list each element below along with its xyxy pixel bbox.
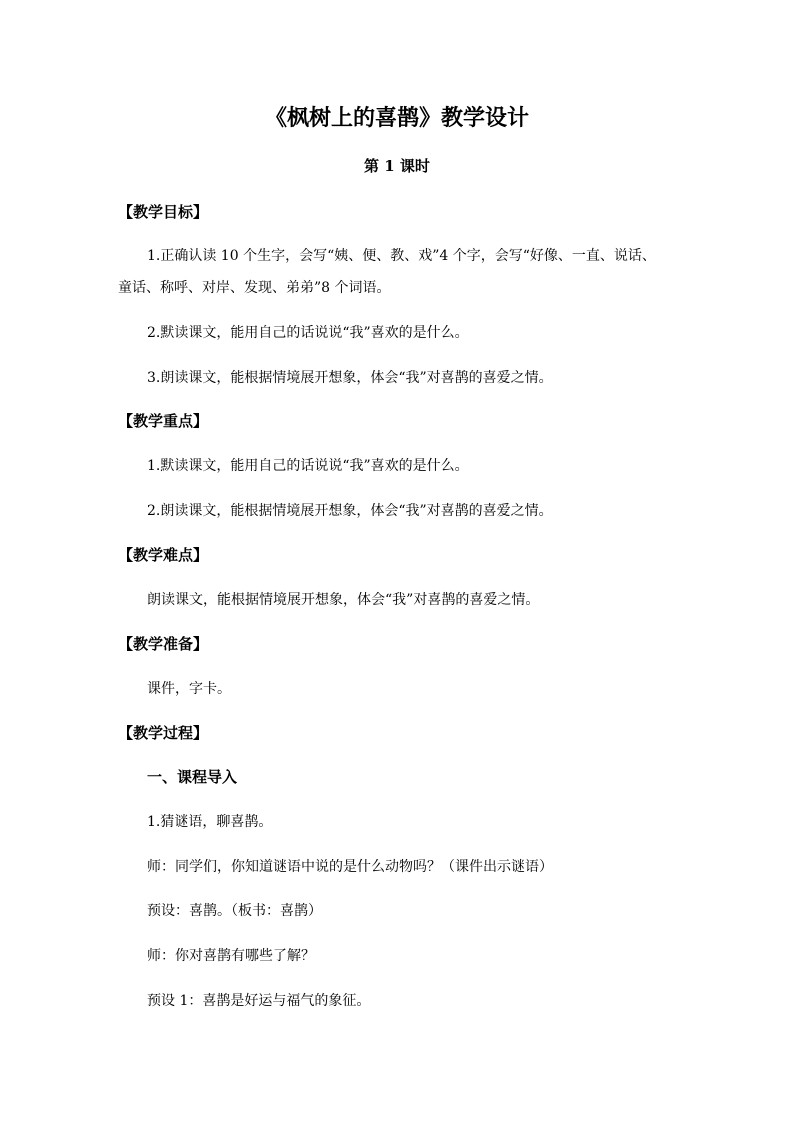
objective-item-2: 2.默读课文，能用自己的话说说“我”喜欢的是什么。 [147, 325, 469, 341]
key-point-item-1: 1.默读课文，能用自己的话说说“我”喜欢的是什么。 [147, 458, 469, 474]
key-point-item-2: 2.朗读课文，能根据情境展开想象，体会“我”对喜鹊的喜爱之情。 [147, 503, 553, 519]
process-heading: 【教学过程】 [118, 724, 209, 742]
process-step-1: 1.猜谜语，聊喜鹊。 [147, 814, 273, 830]
process-line-3: 师：你对喜鹊有哪些了解？ [147, 948, 315, 964]
process-line-4: 预设 1：喜鹊是好运与福气的象征。 [147, 993, 371, 1009]
preparation-heading: 【教学准备】 [118, 635, 209, 653]
process-section-1-heading: 一、课程导入 [147, 768, 238, 786]
objective-item-1-line-1: 1.正确认读 10 个生字，会写“姨、便、教、戏”4 个字，会写“好像、一直、说话、 [147, 248, 656, 264]
lesson-subtitle: 第 1 课时 [364, 157, 430, 175]
process-line-1: 师：同学们，你知道谜语中说的是什么动物吗？（课件出示谜语） [147, 859, 553, 875]
process-line-2: 预设：喜鹊。（板书：喜鹊） [147, 903, 322, 919]
objectives-heading: 【教学目标】 [118, 203, 209, 221]
preparation-item-1: 课件，字卡。 [147, 681, 231, 697]
objective-item-1-line-2: 童话、称呼、对岸、发现、弟弟”8 个词语。 [118, 280, 391, 296]
difficulty-item-1: 朗读课文，能根据情境展开想象，体会“我”对喜鹊的喜爱之情。 [147, 592, 540, 608]
key-points-heading: 【教学重点】 [118, 412, 209, 430]
objective-item-3: 3.朗读课文，能根据情境展开想象，体会“我”对喜鹊的喜爱之情。 [147, 370, 553, 386]
difficulties-heading: 【教学难点】 [118, 546, 209, 564]
document-title: 《枫树上的喜鹊》教学设计 [264, 105, 529, 131]
